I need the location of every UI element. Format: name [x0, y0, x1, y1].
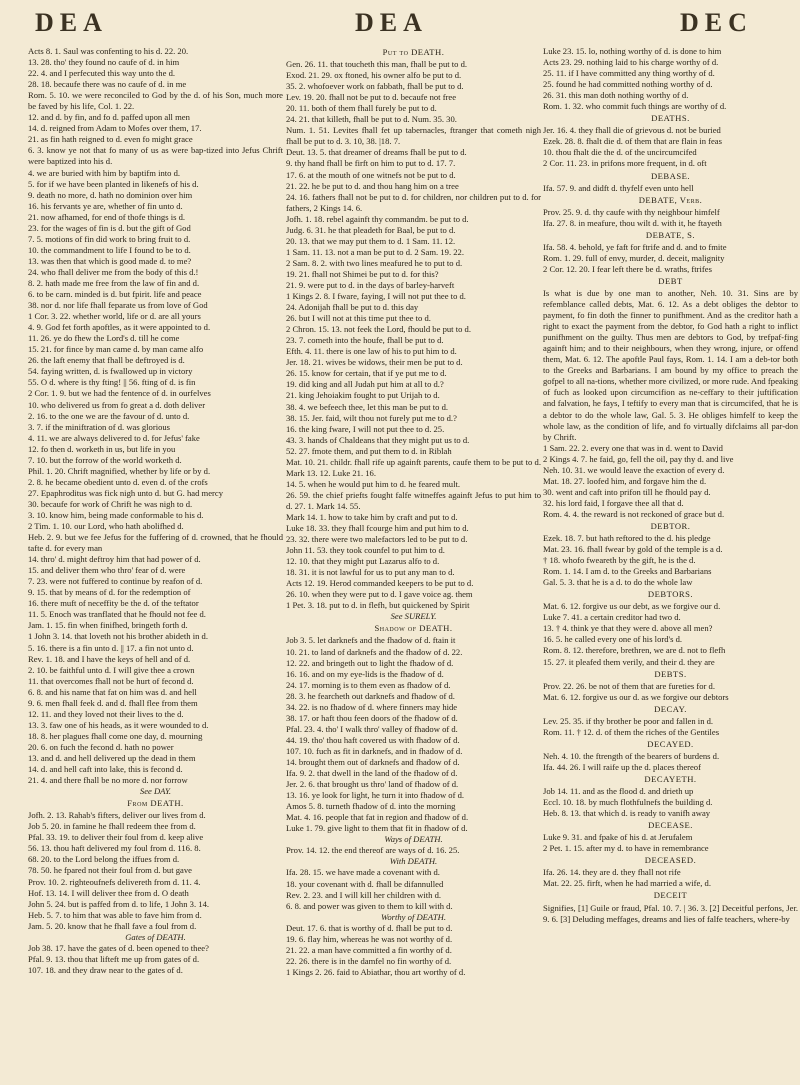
- concordance-entry: 34. 22. is no fhadow of d. where finners may hide: [286, 701, 458, 712]
- concordance-entry: 10. who delivered us from fo great a d. doth deliver: [28, 399, 206, 410]
- concordance-entry: 12. fo then d. worketh in us, but life in you: [28, 443, 176, 454]
- concordance-entry: 28. 18. becaufe there was no caufe of d. in me: [28, 79, 187, 90]
- concordance-entry: Hof. 13. 14. I will deliver thee from d. O death: [28, 887, 189, 898]
- concordance-entry: Acts 8. 1. Saul was confenting to his d. 22. 20.: [28, 46, 189, 56]
- concordance-entry: 14. d. and hell caft into lake, this is fecond d.: [28, 764, 183, 775]
- concordance-entry: 15. 21. for fince by man came d. by man came alfo: [28, 344, 204, 355]
- concordance-entry: Eccl. 10. 18. by much flothfulnefs the building d.: [543, 797, 713, 808]
- concordance-entry: 26. 10. when they were put to d. I gave voice ag. them: [286, 589, 473, 600]
- concordance-entry: 2 Kings 4. 7. he faid, go, fell the oil, pay thy d. and live: [543, 453, 734, 464]
- concordance-entry: Jofh. 1. 18. rebel againft thy commandm. be put to d.: [286, 213, 469, 224]
- concordance-entry: 12. 22. and bringeth out to light the fhadow of d.: [286, 657, 454, 668]
- concordance-entry: 1 Sam. 22. 2. every one that was in d. went to David: [543, 442, 723, 453]
- concordance-entry: 26. 15. know for certain, that if ye put me to d.: [286, 368, 447, 379]
- section-heading: DEBTOR.: [650, 520, 691, 531]
- header-left: DEA: [35, 8, 108, 37]
- section-heading: DECEASE.: [648, 820, 693, 831]
- concordance-entry: 44. 19. tho' thou haft covered us with fhadow of d.: [286, 734, 460, 745]
- concordance-entry: 21. 9. were put to d. in the days of barley-harveft: [286, 279, 455, 290]
- concordance-entry: 2 Cor. 1. 9. but we had the fentence of d. in ourfelves: [28, 388, 211, 399]
- subheading: Worthy of DEATH.: [380, 911, 446, 922]
- running-header: [0, 8, 800, 48]
- concordance-entry: 15. 27. it pleafed them verily, and their d. they are: [543, 656, 715, 667]
- concordance-entry: 24. Adonijah fhall be put to d. this day: [286, 302, 419, 313]
- concordance-entry: 9. thy hand fhall be firft on him to put to d. 17. 7.: [286, 158, 456, 169]
- concordance-entry: 26. the laft enemy that fhall be deftroyed is d.: [28, 355, 185, 366]
- concordance-entry: 27. Epaphroditus was fick nigh unto d. but G. had mercy: [28, 487, 223, 498]
- concordance-entry: Signifies, [1] Guile or fraud, Pfal. 10. 7. | 36. 3. [2] Deceitful perfons, Jer. 9. 6. [3] Deluding meffages, dreams and lies of falfe teachers, where-by: [543, 902, 798, 924]
- concordance-entry: 6. to be carn. minded is d. but fpirit. life and peace: [28, 289, 202, 300]
- concordance-entry: 43. 3. hands of Chaldeans that they might put us to d.: [286, 434, 470, 445]
- concordance-entry: Rom. 11. † 12. d. of them the riches of the Gentiles: [543, 726, 720, 737]
- concordance-entry: 1 Sam. 11. 13. not a man be put to d. 2 Sam. 19. 22.: [286, 246, 464, 257]
- concordance-entry: 56. 13. thou haft delivered my foul from d. 116. 8.: [28, 843, 201, 854]
- concordance-entry: 107. 18. and they draw near to the gates of d.: [28, 964, 183, 975]
- section-heading: DEBASE.: [650, 170, 691, 181]
- concordance-entry: 19. did king and all Judah put him at all to d.?: [286, 379, 444, 390]
- concordance-entry: 5. for if we have been planted in likenefs of his d.: [28, 178, 199, 189]
- concordance-entry: 6. 8. and his name that fat on him was d. and hell: [28, 686, 197, 697]
- concordance-entry: Judg. 6. 31. he that pleadeth for Baal, be put to d.: [286, 224, 456, 235]
- section-heading: DECEIT: [653, 890, 688, 901]
- concordance-entry: Pfal. 33. 19. to deliver their foul from d. keep alive: [28, 832, 204, 843]
- concordance-entry: Rom. 1. 32. who commit fuch things are worthy of d.: [543, 101, 727, 112]
- concordance-entry: 10. the commandment to life I found to be to d.: [28, 244, 191, 255]
- concordance-entry: † 18. whofo fweareth by the gift, he is the d.: [543, 555, 696, 566]
- concordance-entry: 4. we are buried with him by baptifm into d.: [28, 167, 181, 178]
- concordance-entry: 23. 7. cometh into the houfe, fhall be put to d.: [286, 335, 444, 346]
- concordance-entry: 9. 6. men fhall feek d. and d. fhall flee from them: [28, 697, 198, 708]
- concordance-entry: 38. 15. Jer. faid, wilt thou not furely put me to d.?: [286, 412, 457, 423]
- concordance-entry: Luke 7. 41. a certain creditor had two d.: [543, 612, 681, 623]
- concordance-entry: 1 Cor. 3. 22. whether world, life or d. are all yours: [28, 311, 201, 322]
- concordance-entry: 18. your covenant with d. fhall be difannulled: [286, 878, 444, 889]
- concordance-entry: 11. 26. ye do fhew the Lord's d. till he come: [28, 333, 180, 344]
- subheading: See SURELY.: [390, 611, 437, 622]
- concordance-entry: 2 Sam. 8. 2. with two lines meafured he to put to d.: [286, 257, 463, 268]
- concordance-entry: Pfal. 9. 13. thou that lifteft me up from gates of d.: [28, 953, 200, 964]
- concordance-entry: 13. 28. tho' they found no caufe of d. in him: [28, 57, 180, 68]
- concordance-entry: 4. 11. we are always delivered to d. for Jefus' fake: [28, 432, 200, 443]
- concordance-entry: 16. the king fware, I will not put thee to d. 25.: [286, 423, 445, 434]
- concordance-entry: 38. nor d. nor life fhall feparate us from love of God: [28, 300, 208, 311]
- concordance-entry: Lev. 19. 20. fhall not be put to d. becaufe not free: [286, 92, 457, 103]
- concordance-entry: 2. 10. be faithful unto d. I will give thee a crown: [28, 664, 195, 675]
- section-heading: DEBT: [658, 275, 683, 286]
- concordance-entry: 13. and d. and hell delivered up the dead in them: [28, 753, 196, 763]
- concordance-entry: 2. 8. he became obedient unto d. even d. of the crofs: [28, 476, 208, 487]
- concordance-entry: 7. 23. were not fuffered to continue by reafon of d.: [28, 576, 203, 587]
- concordance-entry: 25. 11. if I have committed any thing worthy of d.: [543, 68, 715, 79]
- concordance-entry: Mat. 4. 16. people that fat in region and fhadow of d.: [286, 812, 469, 823]
- concordance-entry: Amos 5. 8. turneth fhadow of d. into the morning: [286, 801, 456, 812]
- concordance-entry: 18. 8. her plagues fhall come one day, d. mourning: [28, 730, 203, 741]
- section-heading: DEBTORS.: [647, 589, 694, 600]
- concordance-entry: Rom. 1. 29. full of envy, murder, d. deceit, malignity: [543, 252, 725, 263]
- concordance-entry: Rev. 1. 18. and I have the keys of hell and of d.: [28, 653, 191, 664]
- concordance-entry: Job 38. 17. have the gates of d. been opened to thee?: [28, 942, 209, 953]
- subheading: See DAY.: [139, 786, 172, 797]
- concordance-entry: 9. death no more, d. hath no dominion over him: [28, 189, 193, 200]
- concordance-entry: John 5. 24. but is paffed from d. to life, 1 John 3. 14.: [28, 898, 210, 909]
- concordance-entry: Gal. 5. 3. that he is a d. to do the whole law: [543, 577, 693, 588]
- concordance-entry: 10. 21. to land of darknefs and the fhadow of d. 22.: [286, 646, 463, 657]
- concordance-entry: 4. 9. God fet forth apoftles, as it were appointed to d.: [28, 322, 211, 333]
- concordance-entry: Phil. 1. 20. Chrift magnified, whether by life or by d.: [28, 465, 211, 476]
- concordance-entry: Luke 23. 15. lo, nothing worthy of d. is done to him: [543, 46, 722, 56]
- concordance-entry: 19. 21. fhall not Shimei be put to d. for this?: [286, 268, 439, 279]
- concordance-entry: Job 3. 5. let darknefs and the fhadow of d. ftain it: [286, 635, 456, 646]
- concordance-entry: 3. 10. know him, being made conformable to his d.: [28, 509, 204, 520]
- concordance-entry: 13. was then that which is good made d. to me?: [28, 255, 192, 266]
- concordance-entry: 25. found he had committed nothing worthy of d.: [543, 79, 713, 90]
- concordance-entry: Ifa. 26. 14. they are d. they fhall not rife: [543, 867, 681, 878]
- concordance-entry: 14. thro' d. might deftroy him that had power of d.: [28, 554, 201, 565]
- concordance-entry: Mat. 22. 25. firft, when he had married a wife, d.: [543, 878, 712, 889]
- concordance-entry: Ifa. 9. 2. that dwell in the land of the fhadow of d.: [286, 768, 458, 779]
- concordance-entry: 22. 26. there is in the damfel no fin worthy of d.: [286, 955, 452, 966]
- concordance-entry: 21. 4. and there fhall be no more d. nor forrow: [28, 775, 188, 786]
- concordance-entry: 38. 4. we befeech thee, let this man be put to d.: [286, 401, 449, 412]
- section-heading: From DEATH.: [127, 798, 184, 809]
- header-right: DEC: [680, 8, 753, 37]
- concordance-entry: 20. 11. both of them fhall furely be put to d.: [286, 103, 437, 114]
- concordance-entry: Mat. 23. 16. fhall fwear by gold of the temple is a d.: [543, 544, 723, 555]
- concordance-entry: 2 Chron. 15. 13. not feek the Lord, fhould be put to d.: [286, 324, 471, 335]
- concordance-entry: 23. for the wages of fin is d. but the gift of God: [28, 222, 191, 233]
- concordance-entry: Acts 12. 19. Herod commanded keepers to be put to d.: [286, 578, 474, 589]
- concordance-entry: 12. 10. that they might put Lazarus alfo to d.: [286, 556, 440, 567]
- concordance-entry: 54. faying written, d. is fwallowed up in victory: [28, 366, 193, 377]
- concordance-entry: 11. that overcomes fhall not be hurt of fecond d.: [28, 675, 194, 686]
- concordance-entry: 16. there muft of neceffity be the d. of the teftator: [28, 598, 199, 609]
- concordance-entry: Jofh. 2. 13. Rahab's fifters, deliver our lives from d.: [28, 810, 206, 821]
- section-heading: DEBTS.: [654, 668, 687, 679]
- concordance-entry: Rom. 1. 14. I am d. to the Greeks and Barbarians: [543, 566, 712, 577]
- concordance-entry: Gen. 26. 11. that toucheth this man, fhall be put to d.: [286, 59, 468, 70]
- concordance-entry: 52. 27. fmote them, and put them to d. in Riblah: [286, 445, 452, 456]
- concordance-entry: 20. 6. on fuch the fecond d. hath no power: [28, 741, 174, 752]
- concordance-entry: Ifa. 58. 4. behold, ye faft for ftrife and d. and to fmite: [543, 241, 727, 252]
- subheading: Gates of DEATH.: [125, 931, 186, 942]
- concordance-entry: Jer. 16. 4. they fhall die of grievous d. not be buried: [543, 125, 721, 136]
- concordance-entry: 16. 16. and on my eye-lids is the fhadow of d.: [286, 668, 444, 679]
- concordance-entry: 7. 10. but the forrow of the world worketh d.: [28, 454, 182, 465]
- column-left: [28, 46, 283, 1076]
- concordance-entry: 19. 6. flay him, whereas he was not worthy of d.: [286, 933, 453, 944]
- concordance-entry: 35. 2. whofoever work on fabbath, fhall be put to d.: [286, 81, 464, 92]
- concordance-entry: 38. 17. or haft thou feen doors of the fhadow of d.: [286, 712, 458, 723]
- concordance-entry: 32. his lord faid, I forgave thee all that d.: [543, 497, 684, 508]
- concordance-entry: 78. 50. he fpared not their foul from d. but gave: [28, 865, 192, 876]
- concordance-entry: 13. † 4. think ye that they were d. above all men?: [543, 623, 713, 634]
- concordance-entry: Jer. 2. 6. that brought us thro' land of fhadow of d.: [286, 779, 459, 790]
- concordance-entry: Prov. 22. 26. be not of them that are fureties for d.: [543, 680, 715, 691]
- concordance-entry: Job 5. 20. in famine he fhall redeem thee from d.: [28, 821, 196, 832]
- concordance-entry: 7. 5. motions of fin did work to bring fruit to d.: [28, 233, 191, 244]
- concordance-entry: 11. 5. Enoch was tranflated that he fhould not fee d.: [28, 609, 206, 620]
- concordance-entry: Jer. 18. 21. wives be widows, their men be put to d.: [286, 357, 463, 368]
- section-heading: DECAYED.: [647, 738, 694, 749]
- concordance-entry: 13. 3. faw one of his heads, as it were wounded to d.: [28, 719, 209, 730]
- section-heading: DECAY.: [654, 703, 687, 714]
- concordance-entry: Jam. 1. 15. fin when finifhed, bringeth forth d.: [28, 620, 188, 631]
- concordance-entry: 21. as fin hath reigned to d. even fo might grace: [28, 134, 193, 145]
- concordance-entry: 24. who fhall deliver me from the body of this d.!: [28, 266, 199, 277]
- section-heading: DEBATE, Verb.: [638, 194, 703, 205]
- concordance-entry: 22. 4. and I perfecuted this way unto the d.: [28, 68, 176, 79]
- concordance-entry: 18. 31. it is not lawful for us to put any man to d.: [286, 567, 455, 578]
- concordance-entry: Prov. 14. 12. the end thereof are ways of d. 16. 25.: [286, 845, 460, 856]
- concordance-entry: 14. brought them out of darknefs and fhadow of d.: [286, 757, 460, 767]
- concordance-entry: 28. 3. he fearcheth out darknefs and fhadow of d.: [286, 690, 455, 701]
- concordance-entry: 14. d. reigned from Adam to Mofes over them, 17.: [28, 123, 202, 134]
- concordance-entry: 24. 17. morning is to them even as fhadow of d.: [286, 679, 451, 690]
- concordance-entry: Num. 1. 51. Levites fhall fet up tabernacles, ftranger that cometh nigh fhall be put to d. 3. 10, 38. |18. 7.: [286, 125, 541, 147]
- concordance-entry: Ezek. 28. 8. fhalt die d. of them that are flain in feas: [543, 136, 722, 147]
- section-heading: DECEASED.: [644, 855, 697, 866]
- subheading: Ways of DEATH.: [384, 834, 443, 845]
- concordance-entry: 68. 20. to the Lord belong the iffues from d.: [28, 854, 180, 865]
- concordance-entry: Neh. 10. 31. we would leave the exaction of every d.: [543, 464, 725, 475]
- concordance-entry: 30. becaufe for work of Chrift he was nigh to d.: [28, 498, 193, 509]
- section-heading: DEBATE, S.: [645, 229, 696, 240]
- concordance-entry: Mat. 18. 27. loofed him, and forgave him the d.: [543, 475, 707, 486]
- concordance-entry: 20. 13. that we may put them to d. 1 Sam. 11. 12.: [286, 235, 456, 246]
- concordance-entry: Is what is due by one man to another, Neh. 10. 31. Sins are by refemblance called debts, Mat. 6. 12. As a debt obliges the debtor to payment, fo fin doth the finner to punifhment. And as the creditor hath a right to exact the payment from the debtor, fo God hath a right to inflict punifhment on the guilty. Thus men are debtors to God, by trefpaf-fing againft him; and to their neighbours, when they wrong, injure, or offend them, Mat. 6. 12. The apoftle Paul fays, Rom. 1. 14. I am a deb-tor both to the Greeks and Barbarians. I am bound by my office to preach the gofpel to all na-tions, whether more civilized, or more rude. And fpeaking of fuch as looked upon circumcifion as ne-ceffary to their juftification and falvation, he fays, I teftify to every man that is circumcifed, that he is a debtor to do the whole law, Gal. 5. 3. He obliges himfelf to keep the whole law, as the condition of life, and fo virtually difclaims all par-don by Chrift.: [543, 287, 798, 442]
- concordance-entry: 1 Kings 2. 8. I fware, faying, I will not put thee to d.: [286, 291, 466, 302]
- concordance-entry: Ifa. 27. 8. in meafure, thou wilt d. with it, he ftayeth: [543, 217, 722, 228]
- concordance-entry: 21. 22. he be put to d. and thou hang him on a tree: [286, 180, 459, 191]
- concordance-entry: 10. thou fhalt die the d. of the uncircumcifed: [543, 147, 697, 158]
- concordance-entry: 21. king Jehoiakim fought to put Urijah to d.: [286, 390, 440, 401]
- concordance-entry: 9. 15. that by means of d. for the redemption of: [28, 587, 191, 598]
- subheading: With DEATH.: [389, 856, 438, 867]
- concordance-entry: Ifa. 57. 9. and didft d. thyfelf even unto hell: [543, 182, 694, 193]
- concordance-entry: Luke 1. 79. give light to them that fit in fhadow of d.: [286, 823, 468, 834]
- column-middle: [286, 46, 541, 1076]
- concordance-entry: 12. 11. and they loved not their lives to the d.: [28, 708, 184, 719]
- concordance-entry: 24. 16. fathers fhall not be put to d. for children, nor children put to d. for fathers, 2 Kings 14. 6.: [286, 191, 541, 213]
- section-heading: Put to DEATH.: [382, 47, 445, 57]
- concordance-entry: 16. 5. he called every one of his lord's d.: [543, 634, 683, 645]
- section-heading: DECAYETH.: [644, 774, 697, 784]
- concordance-entry: 15. and deliver them who thro' fear of d. were: [28, 565, 186, 576]
- concordance-entry: 2. 16. to the one we are the favour of d. unto d.: [28, 410, 190, 421]
- concordance-entry: Ezek. 18. 7. but hath reftored to the d. his pledge: [543, 533, 711, 544]
- concordance-entry: 26. 31. this man doth nothing worthy of d.: [543, 90, 689, 101]
- concordance-entry: Heb. 2. 9. but we fee Jefus for the fuffering of d. crowned, that he fhould tafte d. for every man: [28, 532, 283, 554]
- concordance-entry: Mat. 6. 12. forgive us our debt, as we forgive our d.: [543, 601, 721, 612]
- concordance-entry: Pfal. 23. 4. tho' I walk thro' valley of fhadow of d.: [286, 723, 458, 734]
- concordance-entry: 17. 6. at the mouth of one witnefs not be put to d.: [286, 169, 456, 180]
- concordance-entry: 3. 7. if the miniftration of d. was glorious: [28, 421, 171, 432]
- concordance-entry: 16. his fervants ye are, whether of fin unto d.: [28, 200, 183, 211]
- concordance-entry: 26. 59. the chief priefts fought falfe witneffes againft Jefus to put him to d. 27. 1. Mark 14. 55.: [286, 489, 541, 511]
- concordance-entry: 26. but I will not at this time put thee to d.: [286, 313, 431, 324]
- concordance-entry: Prov. 25. 9. d. thy caufe with thy neighbour himfelf: [543, 206, 720, 217]
- column-right: [543, 46, 798, 1076]
- concordance-entry: John 11. 53. they took counfel to put him to d.: [286, 545, 445, 556]
- section-heading: Shadow of DEATH.: [374, 623, 453, 634]
- concordance-entry: 8. 2. hath made me free from the law of fin and d.: [28, 277, 200, 288]
- concordance-entry: 21. 22. a man have committed a fin worthy of d.: [286, 944, 452, 955]
- concordance-entry: 2 Pet. 1. 15. after my d. to have in remembrance: [543, 843, 709, 854]
- concordance-entry: Job 14. 11. and as the flood d. and drieth up: [543, 786, 694, 797]
- concordance-entry: 13. 16. ye look for light, he turn it into fhadow of d.: [286, 790, 465, 801]
- section-heading: DEATHS.: [651, 113, 690, 124]
- concordance-entry: Ifa. 44. 26. I will raife up the d. places thereof: [543, 761, 701, 772]
- concordance-entry: 2 Cor. 11. 23. in prifons more frequent, in d. oft: [543, 158, 707, 169]
- concordance-entry: Mark 14. 1. how to take him by craft and put to d.: [286, 511, 458, 522]
- concordance-entry: 24. 21. that killeth, fhall be put to d. Num. 35. 30.: [286, 114, 457, 125]
- concordance-entry: 6. 8. and power was given to them to kill with d.: [286, 900, 453, 911]
- concordance-entry: Ifa. 28. 15. we have made a covenant with d.: [286, 867, 440, 878]
- concordance-entry: 12. and d. by fin, and fo d. paffed upon all men: [28, 112, 190, 123]
- concordance-entry: 5. 16. there is a fin unto d. || 17. a fin not unto d.: [28, 642, 194, 653]
- concordance-entry: 6. 3. know ye not that fo many of us as were bap-tized into Jefus Chrift were baptized into his d.: [28, 145, 283, 167]
- concordance-entry: Efth. 4. 11. there is one law of his to put him to d.: [286, 346, 457, 357]
- concordance-entry: 1 Pet. 3. 18. put to d. in flefh, but quickened by Spirit: [286, 600, 470, 611]
- concordance-entry: Luke 18. 33. they fhall fcourge him and put him to d.: [286, 523, 469, 534]
- concordance-entry: Deut. 13. 5. that dreamer of dreams fhall be put to d.: [286, 147, 467, 158]
- concordance-entry: Jam. 5. 20. know that he fhall fave a foul from d.: [28, 920, 197, 931]
- concordance-entry: Rom. 4. 4. the reward is not reckoned of grace but d.: [543, 508, 725, 519]
- concordance-entry: Prov. 10. 2. righteoufnefs delivereth from d. 11. 4.: [28, 876, 201, 887]
- concordance-entry: Heb. 8. 13. that which d. is ready to vanifh away: [543, 808, 711, 819]
- concordance-entry: 107. 10. fuch as fit in darknefs, and in fhadow of d.: [286, 745, 463, 756]
- concordance-entry: Mat. 10. 21. childr. fhall rife up againft parents, caufe them to be put to d. Mark 13. 12. Luke 21. 16.: [286, 456, 541, 478]
- concordance-entry: Heb. 5. 7. to him that was able to fave him from d.: [28, 909, 202, 920]
- concordance-entry: 1 Kings 2. 26. faid to Abiathar, thou art worthy of d.: [286, 966, 466, 977]
- concordance-entry: Neh. 4. 10. the ftrength of the bearers of burdens d.: [543, 750, 720, 761]
- concordance-entry: 23. 32. there were two malefactors led to be put to d.: [286, 534, 468, 545]
- header-center: DEA: [355, 8, 428, 37]
- concordance-entry: Luke 9. 31. and fpake of his d. at Jerufalem: [543, 832, 693, 843]
- concordance-entry: Rev. 2. 23. and I will kill her children with d.: [286, 889, 442, 900]
- concordance-entry: Acts 23. 29. nothing laid to his charge worthy of d.: [543, 57, 719, 68]
- concordance-entry: Lev. 25. 35. if thy brother be poor and fallen in d.: [543, 715, 714, 726]
- concordance-entry: 30. went and caft into prifon till he fhould pay d.: [543, 486, 711, 497]
- concordance-entry: 55. O d. where is thy fting! || 56. fting of d. is fin: [28, 377, 196, 388]
- concordance-entry: Rom. 5. 10. we were reconciled to God by the d. of his Son, much more be faved by his life, Col. 1. 22.: [28, 90, 283, 112]
- concordance-entry: 1 John 3. 14. that loveth not his brother abideth in d.: [28, 631, 208, 642]
- concordance-entry: Rom. 8. 12. therefore, brethren, we are d. not to flefh: [543, 645, 726, 656]
- concordance-entry: 21. now afhamed, for end of thofe things is d.: [28, 211, 186, 222]
- concordance-entry: 2 Tim. 1. 10. our Lord, who hath abolifhed d.: [28, 521, 184, 532]
- concordance-entry: Exod. 21. 29. ox ftoned, his owner alfo be put to d.: [286, 70, 462, 81]
- concordance-entry: 2 Cor. 12. 20. I fear left there be d. wraths, ftrifes: [543, 263, 712, 274]
- concordance-entry: 14. 5. when he would put him to d. he feared mult.: [286, 478, 460, 489]
- concordance-entry: Deut. 17. 6. that is worthy of d. fhall be put to d.: [286, 922, 453, 933]
- concordance-entry: Mat. 6. 12. forgive us our d. as we forgive our debtors: [543, 691, 729, 702]
